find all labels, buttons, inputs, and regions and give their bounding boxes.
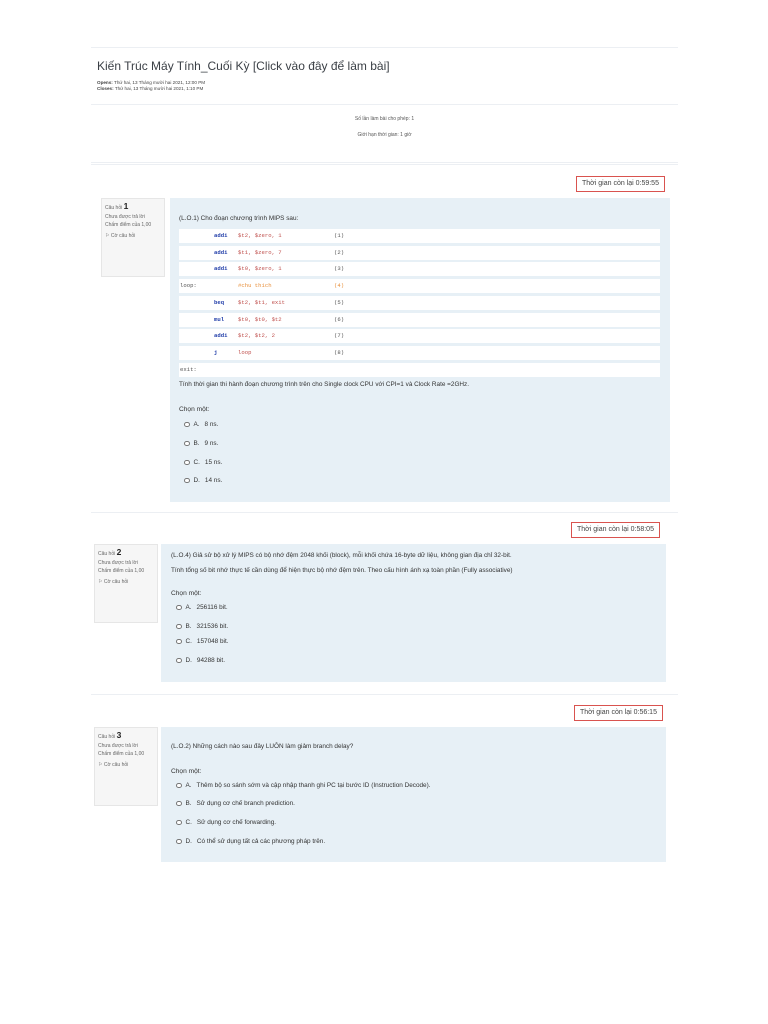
attempts-allowed: Số lần làm bài cho phép: 1 [354, 116, 415, 122]
timer-q2: Thời gian còn lại 0:58:05 [571, 522, 660, 538]
code-line-number: (5) [334, 298, 345, 306]
timer-q1: Thời gian còn lại 0:59:55 [576, 176, 665, 192]
quiz-dates [97, 80, 205, 93]
option-2d[interactable]: D. 94288 bit. [176, 657, 225, 664]
code-line [179, 279, 660, 293]
option-3c[interactable]: C. Sử dụng cơ chế forwarding. [176, 819, 276, 826]
question-marks-2: Chấm điểm của 1,00 [98, 568, 145, 574]
code-operands: #chu thich [238, 282, 272, 290]
option-1a[interactable]: A. 8 ns. [184, 421, 218, 428]
question-text-3: (L.O.2) Những cách nào sau đây LUÔN làm giảm branch delay? [171, 743, 354, 750]
code-line [179, 329, 660, 343]
question-box-2 [161, 544, 666, 682]
flag-question-3[interactable]: ⚐ Cờ câu hỏi [98, 761, 129, 768]
radio-icon[interactable] [176, 839, 182, 845]
code-operands: $t2, $t1, exit [238, 298, 285, 306]
code-line-number: (7) [334, 332, 345, 340]
radio-icon[interactable] [176, 820, 182, 826]
radio-icon[interactable] [176, 605, 182, 611]
flag-icon: ⚐ [98, 761, 103, 768]
code-line [179, 262, 660, 276]
radio-icon[interactable] [176, 658, 182, 664]
option-1c[interactable]: C. 15 ns. [184, 459, 222, 466]
code-opcode: addi [214, 232, 228, 239]
question-info-2 [94, 544, 158, 623]
option-2a[interactable]: A. 256116 bit. [176, 604, 228, 611]
radio-icon[interactable] [176, 624, 182, 630]
choose-one-2: Chọn một: [171, 590, 202, 597]
option-2c[interactable]: C. 157048 bit. [176, 638, 229, 645]
code-line [179, 296, 660, 310]
code-line [179, 346, 660, 360]
question-info-1 [101, 198, 165, 277]
code-line-number: (3) [334, 265, 345, 273]
code-operands: loop [238, 348, 252, 356]
option-3d[interactable]: D. Có thể sử dụng tất cả các phương pháp trên. [176, 838, 325, 845]
code-line-number: (6) [334, 315, 345, 323]
timer-q3: Thời gian còn lại 0:56:15 [574, 705, 663, 721]
flag-icon: ⚐ [98, 578, 103, 585]
code-line-number: (8) [334, 348, 345, 356]
quiz-title-link[interactable]: Kiến Trúc Máy Tính_Cuối Kỳ [Click vào đây để làm bài] [97, 59, 390, 73]
code-label: loop: [180, 282, 197, 290]
flag-question-2[interactable]: ⚐ Cờ câu hỏi [98, 578, 129, 585]
code-opcode: addi [214, 265, 228, 273]
time-limit: Giới hạn thời gian: 1 giờ [357, 132, 412, 138]
code-opcode: j [214, 348, 218, 356]
radio-icon[interactable] [184, 460, 190, 466]
code-line [179, 246, 660, 260]
code-opcode: addi [214, 248, 228, 256]
code-operands: $t0, $t0, $t2 [238, 315, 282, 323]
radio-icon[interactable] [184, 478, 190, 484]
code-line-number: (2) [334, 248, 345, 256]
flag-question-1[interactable]: ⚐ Cờ câu hỏi [105, 232, 136, 239]
choose-one-3: Chọn một: [171, 768, 202, 775]
code-operands: $t0, $zero, 1 [238, 265, 282, 273]
radio-icon[interactable] [176, 801, 182, 807]
question-number-1: Câu hỏi 1 [105, 201, 129, 211]
question-number-2: Câu hỏi 2 [98, 547, 122, 557]
question-status-3: Chưa được trả lời [98, 742, 138, 749]
code-opcode: beq [214, 298, 225, 306]
question-text-2-line1: (L.O.4) Giả sử bộ xử lý MIPS có bộ nhớ đệm 2048 khối (block), mỗi khối chứa 16-byte dữ liệu, không gian địa chỉ 32-bit. [171, 552, 512, 559]
opens-value: Thứ hai, 13 Tháng mười hai 2021, 12:00 PM [114, 80, 206, 85]
code-operands: $t2, $t2, 2 [238, 332, 275, 340]
question-marks-1: Chấm điểm của 1,00 [105, 222, 152, 228]
flag-icon: ⚐ [105, 232, 110, 239]
question-status-1: Chưa được trả lời [105, 213, 145, 220]
quiz-header [91, 47, 678, 105]
question-status-2: Chưa được trả lời [98, 559, 138, 566]
radio-icon[interactable] [184, 422, 190, 428]
code-line-number: (1) [334, 232, 345, 239]
radio-icon[interactable] [176, 639, 182, 645]
code-line-number: (4) [334, 282, 345, 290]
code-opcode: addi [214, 332, 228, 340]
closes-value: Thứ hai, 13 Tháng mười hai 2021, 1:10 PM [114, 86, 204, 92]
code-label: exit: [180, 365, 197, 373]
radio-icon[interactable] [184, 441, 190, 447]
code-operands: $t2, $zero, 1 [238, 232, 282, 239]
option-1d[interactable]: D. 14 ns. [184, 477, 222, 484]
radio-icon[interactable] [176, 783, 182, 789]
option-2b[interactable]: B. 321536 bit. [176, 623, 228, 630]
opens-label: Opens: [97, 80, 113, 85]
closes-label: Closes: [97, 86, 114, 92]
code-operands: $t1, $zero, 7 [238, 248, 282, 256]
question-info-3 [94, 727, 158, 806]
choose-one-1: Chọn một: [179, 406, 210, 413]
question-intro-1: (L.O.1) Cho đoạn chương trình MIPS sau: [179, 215, 299, 222]
code-opcode: mul [214, 315, 225, 323]
option-1b[interactable]: B. 9 ns. [184, 440, 218, 447]
code-line [179, 229, 660, 243]
question-text-1: Tính thời gian thi hành đoạn chương trình trên cho Single clock CPU với CPI=1 và Clock Rate =2GHz. [179, 381, 470, 388]
option-3a[interactable]: A. Thêm bộ so sánh sớm và cập nhập thanh ghi PC tại bước ID (Instruction Decode). [176, 782, 431, 789]
option-3b[interactable]: B. Sử dụng cơ chế branch prediction. [176, 800, 295, 807]
question-number-3: Câu hỏi 3 [98, 730, 122, 740]
quiz-info [91, 105, 678, 163]
question-text-2-line2: Tính tổng số bit nhớ thực tế cần dùng để hiện thực bộ nhớ đệm trên. Theo cấu hình ánh xạ toàn phần (Fully associative) [171, 567, 513, 574]
code-line [179, 363, 660, 377]
code-line [179, 313, 660, 327]
question-marks-3: Chấm điểm của 1,00 [98, 751, 145, 757]
